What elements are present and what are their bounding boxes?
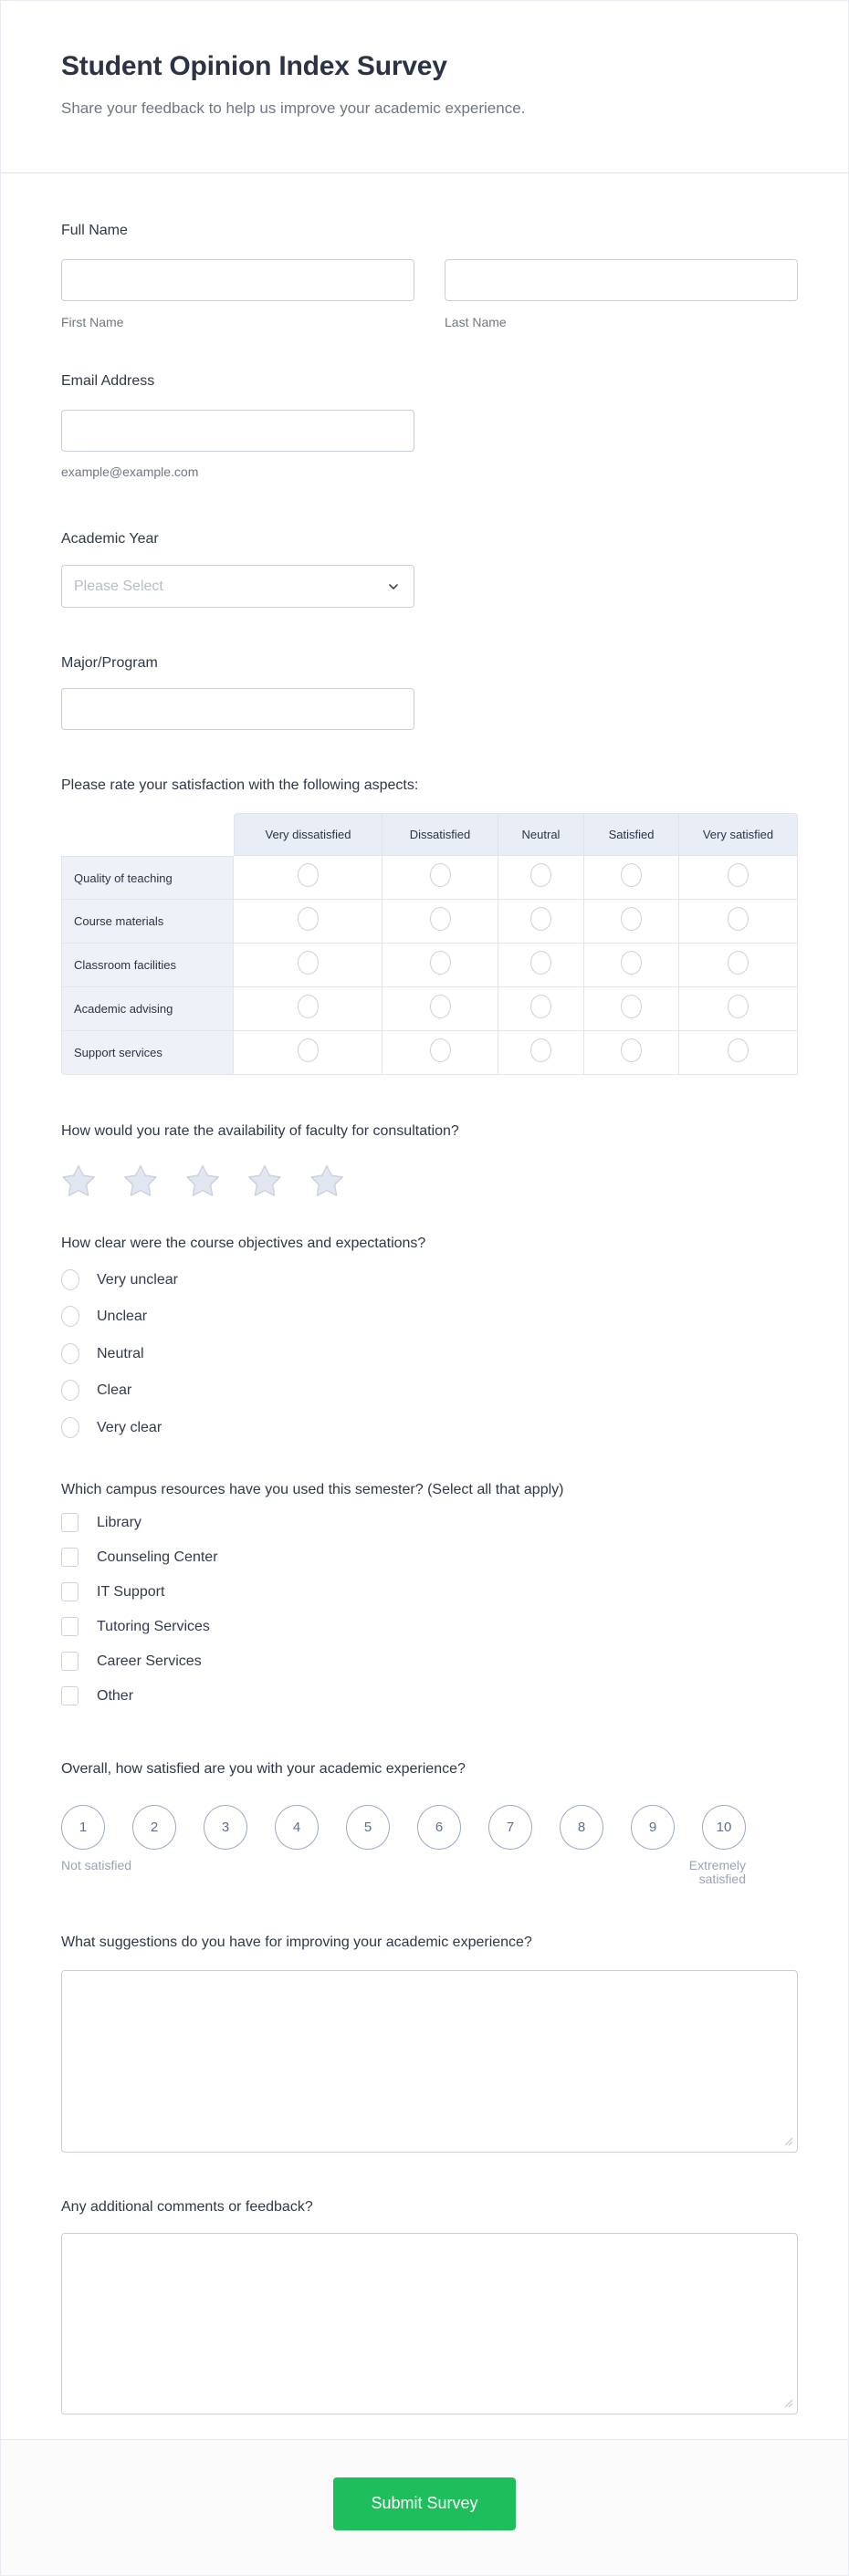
matrix-radio-button[interactable] <box>530 863 551 887</box>
star-icon[interactable] <box>309 1164 344 1199</box>
comments-label: Any additional comments or feedback? <box>61 2198 313 2215</box>
radio-option[interactable] <box>61 1380 798 1401</box>
header-divider <box>1 172 848 173</box>
matrix-cell <box>234 944 383 987</box>
checkbox-option-label: Other <box>97 1687 134 1704</box>
matrix-cell <box>584 944 679 987</box>
question-resources <box>61 1481 798 1705</box>
checkbox-option-label: Library <box>97 1514 142 1530</box>
radio-option[interactable] <box>61 1269 798 1290</box>
matrix-radio-button[interactable] <box>530 907 551 931</box>
matrix-column-header: Dissatisfied <box>383 813 498 856</box>
scale-circle-7[interactable]: 7 <box>488 1805 532 1850</box>
radio-button[interactable] <box>61 1380 79 1401</box>
suggestions-textarea[interactable] <box>61 1970 798 2153</box>
matrix-cell <box>679 900 798 944</box>
matrix-radio-button[interactable] <box>728 907 749 931</box>
matrix-cell <box>584 900 679 944</box>
satisfaction-matrix-table <box>61 813 798 1075</box>
scale-row <box>61 1805 746 1850</box>
star-icon[interactable] <box>185 1164 220 1199</box>
matrix-cell <box>383 944 498 987</box>
matrix-radio-button[interactable] <box>430 907 451 931</box>
form-body <box>1 222 848 2414</box>
checkbox-option-label: IT Support <box>97 1583 165 1600</box>
matrix-row-label: Quality of teaching <box>61 856 234 900</box>
matrix-cell <box>234 1031 383 1075</box>
radio-option[interactable] <box>61 1343 798 1364</box>
scale-circle-10[interactable]: 10 <box>702 1805 746 1850</box>
clarity-label: How clear were the course objectives and expectations? <box>61 1236 426 1251</box>
scale-circle-6[interactable]: 6 <box>417 1805 461 1850</box>
full-name-label: Full Name <box>61 223 128 238</box>
star-icon[interactable] <box>61 1164 96 1199</box>
star-icon[interactable] <box>247 1164 282 1199</box>
matrix-cell <box>679 987 798 1031</box>
matrix-row <box>61 944 798 987</box>
matrix-row-label: Academic advising <box>61 987 234 1031</box>
radio-option-label: Neutral <box>97 1345 144 1361</box>
radio-button[interactable] <box>61 1269 79 1290</box>
checkbox[interactable] <box>61 1652 79 1671</box>
matrix-radio-button[interactable] <box>298 1038 319 1062</box>
resize-grip-icon[interactable] <box>784 2137 793 2146</box>
matrix-cell <box>498 1031 584 1075</box>
major-label: Major/Program <box>61 655 158 671</box>
scale-circle-3[interactable]: 3 <box>204 1805 247 1850</box>
matrix-row <box>61 900 798 944</box>
question-faculty-rating <box>61 1122 798 1199</box>
radio-option-label: Clear <box>97 1382 132 1398</box>
checkbox-option[interactable] <box>61 1686 798 1705</box>
radio-option-label: Very unclear <box>97 1271 178 1288</box>
checkbox[interactable] <box>61 1617 79 1636</box>
academic-year-select[interactable] <box>61 565 414 608</box>
question-overall-satisfaction <box>61 1760 798 1886</box>
overall-label: Overall, how satisfied are you with your academic experience? <box>61 1760 466 1777</box>
checkbox-option[interactable] <box>61 1582 798 1601</box>
matrix-radio-button[interactable] <box>298 863 319 887</box>
matrix-cell <box>498 944 584 987</box>
matrix-radio-button[interactable] <box>530 1038 551 1062</box>
matrix-cell <box>679 1031 798 1075</box>
academic-year-label: Academic Year <box>61 531 159 547</box>
matrix-row <box>61 987 798 1031</box>
matrix-cell <box>679 856 798 900</box>
matrix-cell <box>383 987 498 1031</box>
resize-grip-icon[interactable] <box>784 2399 793 2408</box>
matrix-cell <box>498 987 584 1031</box>
matrix-label: Please rate your satisfaction with the following aspects: <box>61 777 419 793</box>
checkbox-option[interactable] <box>61 1617 798 1636</box>
question-suggestions <box>61 1934 798 2153</box>
resources-options <box>61 1513 798 1705</box>
form-header <box>1 1 848 120</box>
matrix-row <box>61 856 798 900</box>
matrix-radio-button[interactable] <box>298 951 319 975</box>
matrix-row <box>61 1031 798 1075</box>
radio-button[interactable] <box>61 1306 79 1327</box>
scale-circle-4[interactable]: 4 <box>275 1805 319 1850</box>
matrix-radio-button[interactable] <box>621 907 642 931</box>
star-rating-row <box>61 1164 798 1199</box>
page-subtitle: Share your feedback to help us improve your academic experience. <box>61 99 526 117</box>
question-academic-year <box>61 530 798 608</box>
form-footer <box>1 2439 848 2576</box>
radio-button[interactable] <box>61 1417 79 1438</box>
matrix-radio-button[interactable] <box>430 1038 451 1062</box>
matrix-radio-button[interactable] <box>728 1038 749 1062</box>
submit-button[interactable]: Submit Survey <box>333 2477 516 2530</box>
matrix-cell <box>234 856 383 900</box>
matrix-cell <box>383 856 498 900</box>
matrix-radio-button[interactable] <box>728 995 749 1018</box>
matrix-cell <box>584 987 679 1031</box>
resources-label: Which campus resources have you used this semester? (Select all that apply) <box>61 1481 564 1497</box>
checkbox[interactable] <box>61 1548 79 1567</box>
matrix-cell <box>383 900 498 944</box>
checkbox-option-label: Counseling Center <box>97 1549 218 1565</box>
matrix-radio-button[interactable] <box>728 951 749 975</box>
matrix-cell <box>234 900 383 944</box>
matrix-cell <box>584 856 679 900</box>
matrix-radio-button[interactable] <box>621 951 642 975</box>
scale-circle-1[interactable]: 1 <box>61 1805 105 1850</box>
email-label: Email Address <box>61 373 155 389</box>
checkbox[interactable] <box>61 1582 79 1601</box>
question-satisfaction-matrix <box>61 777 798 1075</box>
email-hint: example@example.com <box>61 464 199 479</box>
matrix-column-header: Very dissatisfied <box>234 813 383 856</box>
matrix-radio-button[interactable] <box>430 995 451 1018</box>
checkbox-option[interactable] <box>61 1548 798 1567</box>
matrix-radio-button[interactable] <box>621 863 642 887</box>
star-icon[interactable] <box>123 1164 158 1199</box>
page-title: Student Opinion Index Survey <box>61 51 447 81</box>
scale-circle-9[interactable]: 9 <box>631 1805 675 1850</box>
last-name-sublabel: Last Name <box>445 315 507 329</box>
matrix-cell <box>679 944 798 987</box>
clarity-options <box>61 1269 798 1438</box>
matrix-cell <box>383 1031 498 1075</box>
question-major <box>61 654 798 730</box>
comments-textarea[interactable] <box>61 2233 798 2414</box>
matrix-radio-button[interactable] <box>621 1038 642 1062</box>
matrix-radio-button[interactable] <box>621 995 642 1018</box>
last-name-input[interactable] <box>445 259 798 301</box>
matrix-radio-button[interactable] <box>728 863 749 887</box>
checkbox[interactable] <box>61 1686 79 1705</box>
faculty-rating-label: How would you rate the availability of faculty for consultation? <box>61 1123 459 1139</box>
matrix-cell <box>234 987 383 1031</box>
chevron-down-icon <box>386 579 401 594</box>
matrix-row-label: Classroom facilities <box>61 944 234 987</box>
first-name-sublabel: First Name <box>61 315 124 329</box>
suggestions-label: What suggestions do you have for improving your academic experience? <box>61 1934 532 1950</box>
scale-max-label: Extremely satisfied <box>688 1857 746 1886</box>
radio-option[interactable] <box>61 1417 798 1438</box>
matrix-column-header: Very satisfied <box>679 813 798 856</box>
matrix-cell <box>584 1031 679 1075</box>
question-email <box>61 372 798 478</box>
question-comments <box>61 2198 798 2414</box>
checkbox-option-label: Career Services <box>97 1653 202 1669</box>
checkbox-option-label: Tutoring Services <box>97 1618 210 1634</box>
scale-circle-5[interactable]: 5 <box>346 1805 390 1850</box>
select-placeholder: Please Select <box>74 578 163 594</box>
matrix-corner-cell <box>61 813 234 856</box>
radio-option-label: Unclear <box>97 1309 148 1324</box>
radio-option[interactable] <box>61 1306 798 1327</box>
scale-circle-2[interactable]: 2 <box>132 1805 176 1850</box>
scale-min-label: Not satisfied <box>61 1857 132 1872</box>
matrix-radio-button[interactable] <box>530 951 551 975</box>
matrix-row-label: Course materials <box>61 900 234 944</box>
scale-circle-8[interactable]: 8 <box>560 1805 603 1850</box>
checkbox-option[interactable] <box>61 1652 798 1671</box>
matrix-radio-button[interactable] <box>430 951 451 975</box>
checkbox-option[interactable] <box>61 1513 798 1532</box>
matrix-radio-button[interactable] <box>298 907 319 931</box>
email-input[interactable] <box>61 410 414 452</box>
scale-labels <box>61 1859 746 1886</box>
radio-button[interactable] <box>61 1343 79 1364</box>
matrix-cell <box>498 856 584 900</box>
matrix-column-header: Neutral <box>498 813 584 856</box>
question-full-name <box>61 222 798 329</box>
first-name-input[interactable] <box>61 259 414 301</box>
question-clarity <box>61 1235 798 1438</box>
matrix-radio-button[interactable] <box>530 995 551 1018</box>
matrix-row-label: Support services <box>61 1031 234 1075</box>
radio-option-label: Very clear <box>97 1419 162 1435</box>
matrix-radio-button[interactable] <box>298 995 319 1018</box>
matrix-radio-button[interactable] <box>430 863 451 887</box>
matrix-cell <box>498 900 584 944</box>
major-input[interactable] <box>61 688 414 730</box>
checkbox[interactable] <box>61 1513 79 1532</box>
matrix-column-header: Satisfied <box>584 813 679 856</box>
